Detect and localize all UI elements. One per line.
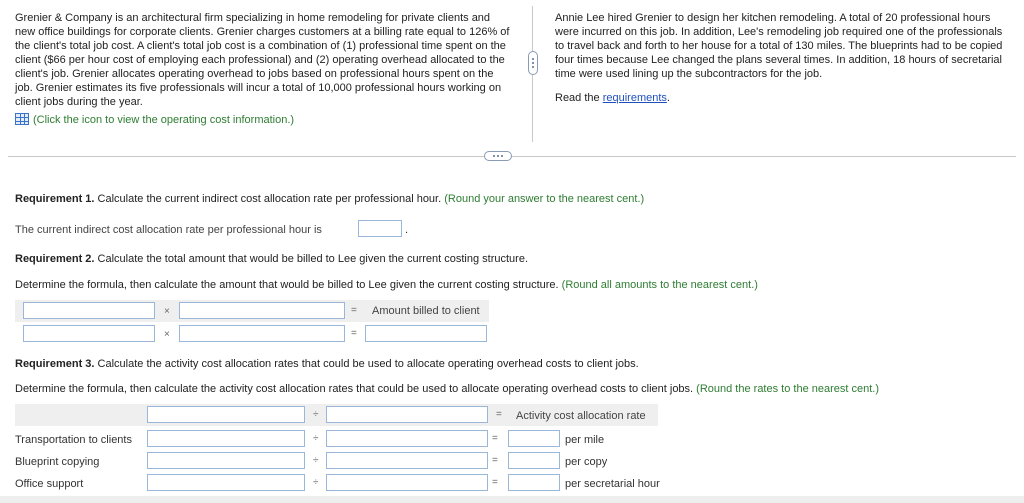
operating-cost-info-link[interactable]: (Click the icon to view the operating cost information.) (15, 113, 294, 126)
req2-equals-sign-2: = (351, 328, 357, 339)
requirements-link[interactable]: requirements (602, 92, 667, 104)
req2-factor-1-value-input[interactable] (23, 325, 155, 342)
transportation-rate-input[interactable] (508, 430, 560, 447)
blueprint-rate-input[interactable] (508, 452, 560, 469)
blueprint-unit: per copy (565, 456, 608, 468)
req2-factor-1-label-input[interactable] (23, 302, 155, 319)
indirect-rate-input[interactable] (358, 220, 402, 237)
intro-right-paragraph: Annie Lee hired Grenier to design her kitchen remodeling. A total of 20 professional hours were incurred on this job. In addition, Lee's remodeling job required one of the professionals to travel back and forth to her house for a total of 130 miles. The blueprints had to be copied four times because Lee changed the plans several times. In addition, 18 hours of secretarial time were used lining up the subcontractors for the job. (555, 12, 1003, 80)
row-label-blueprint: Blueprint copying (15, 456, 100, 468)
blueprint-denominator-input[interactable] (326, 452, 488, 469)
office-support-numerator-input[interactable] (147, 474, 305, 491)
bottom-scroll-edge (0, 496, 1024, 503)
transportation-equals-sign: = (492, 433, 498, 444)
blueprint-numerator-input[interactable] (147, 452, 305, 469)
req3-numerator-label-input[interactable] (147, 406, 305, 423)
row-label-office-support: Office support (15, 478, 84, 490)
intro-left-paragraph: Grenier & Company is an architectural firm specializing in home remodeling for private clients and new office buildings for corporate clients. Grenier charges customers at a billing rate equal to 126% of the client's total job cost. A client's total job cost is a combination of (1) professional time spent on the client ($66 per hour cost of employing each professional) and (2) operating overhead allocated to the client's job. Grenier allocates operating overhead to jobs based on professional hours spent on the job. Grenier estimates its five professionals will incur a total of 10,000 professional hours working on client jobs during the year. (15, 12, 510, 108)
amount-billed-header: Amount billed to client (372, 305, 480, 317)
horizontal-divider (8, 156, 1016, 157)
requirement-3-heading: Requirement 3. Calculate the activity cost allocation rates that could be used to allocate operating overhead costs to client jobs. (15, 358, 639, 370)
office-support-denominator-input[interactable] (326, 474, 488, 491)
req3-divide-sign-header: ÷ (313, 409, 319, 420)
req2-times-sign-2: × (164, 329, 170, 340)
req2-times-sign-1: × (164, 306, 170, 317)
blueprint-equals-sign: = (492, 455, 498, 466)
req3-denominator-label-input[interactable] (326, 406, 488, 423)
row-label-transportation: Transportation to clients (15, 434, 132, 446)
vertical-resize-handle[interactable] (528, 51, 538, 75)
req3-equals-sign-header: = (496, 409, 502, 420)
office-support-rate-input[interactable] (508, 474, 560, 491)
requirement-1-heading: Requirement 1. Calculate the current indirect cost allocation rate per professional hour. (Round your answer to the nearest cent.) (15, 193, 645, 205)
amount-billed-input[interactable] (365, 325, 487, 342)
blueprint-divide-sign: ÷ (313, 455, 319, 466)
office-support-equals-sign: = (492, 477, 498, 488)
req2-factor-2-value-input[interactable] (179, 325, 345, 342)
requirement-1-period: . (405, 224, 409, 236)
req2-equals-sign-1: = (351, 305, 357, 316)
activity-rate-header: Activity cost allocation rate (516, 410, 646, 422)
transportation-divide-sign: ÷ (313, 433, 319, 444)
requirement-3-instruction: Determine the formula, then calculate the activity cost allocation rates that could be used to allocate operating overhead costs to client jobs. (Round the rates to the nearest cent.) (15, 383, 879, 395)
transportation-numerator-input[interactable] (147, 430, 305, 447)
table-grid-icon[interactable] (15, 113, 29, 125)
horizontal-resize-handle[interactable] (484, 151, 512, 161)
requirement-2-instruction: Determine the formula, then calculate the amount that would be billed to Lee given the current costing structure. (Round all amounts to the nearest cent.) (15, 279, 758, 291)
requirement-1-line: The current indirect cost allocation rate per professional hour is (15, 224, 322, 236)
transportation-denominator-input[interactable] (326, 430, 488, 447)
office-support-divide-sign: ÷ (313, 477, 319, 488)
office-support-unit: per secretarial hour (565, 478, 660, 490)
req2-factor-2-label-input[interactable] (179, 302, 345, 319)
read-requirements-line: Read the requirements. (555, 92, 670, 104)
requirement-2-heading: Requirement 2. Calculate the total amount that would be billed to Lee given the current costing structure. (15, 253, 529, 265)
transportation-unit: per mile (565, 434, 605, 446)
